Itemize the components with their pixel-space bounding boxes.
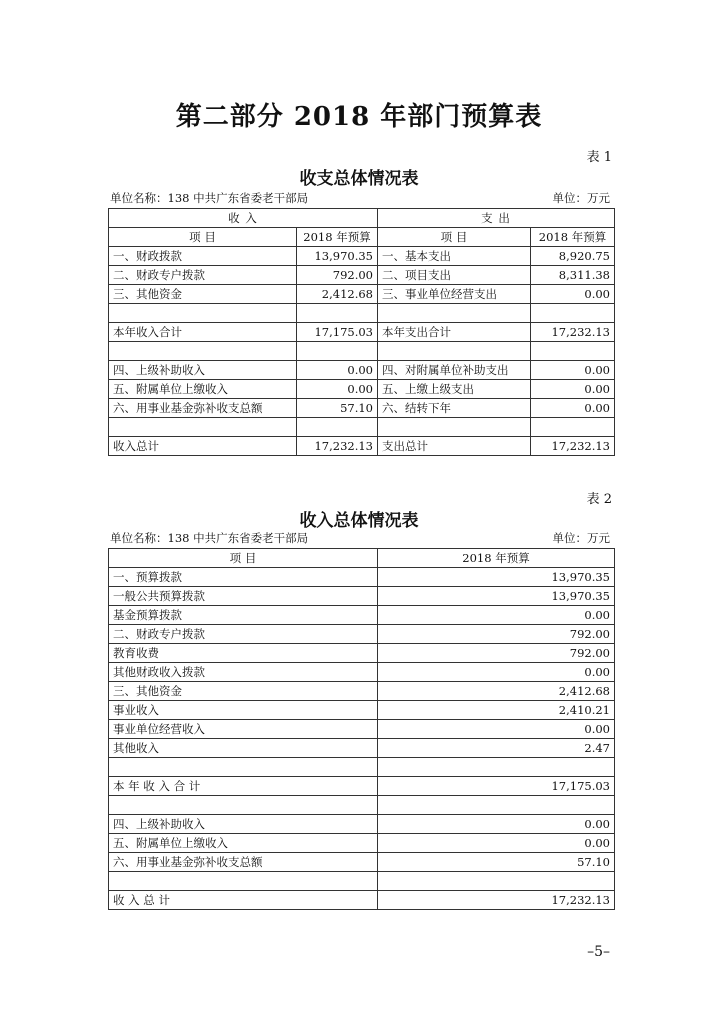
item-cell: 本 年 收 入 合 计 — [109, 777, 378, 796]
item-cell: 五、附属单位上缴收入 — [109, 834, 378, 853]
table-row — [109, 777, 615, 796]
value-cell: 0.00 — [378, 815, 615, 834]
value-cell: 57.10 — [378, 853, 615, 872]
table-row — [109, 380, 615, 399]
table-row — [109, 644, 615, 663]
expense-value-cell: 8,920.75 — [531, 247, 615, 266]
item-cell: 四、上级补助收入 — [109, 815, 378, 834]
table1-title: 收支总体情况表 — [299, 169, 419, 189]
income-item-cell: 三、其他资金 — [109, 285, 297, 304]
value-cell: 17,232.13 — [378, 891, 615, 910]
expense-item-cell: 支出总计 — [378, 437, 531, 456]
expense-value-cell: 0.00 — [531, 380, 615, 399]
income-item-cell — [109, 304, 297, 323]
expense-item-cell: 本年支出合计 — [378, 323, 531, 342]
table-row — [109, 682, 615, 701]
value-cell — [378, 758, 615, 777]
expense-value-cell — [531, 342, 615, 361]
income-value-cell: 17,175.03 — [297, 323, 378, 342]
table-row — [109, 247, 615, 266]
item-cell: 事业单位经营收入 — [109, 720, 378, 739]
table-row — [109, 587, 615, 606]
expense-value-cell: 0.00 — [531, 361, 615, 380]
income-item-cell: 二、财政专户拨款 — [109, 266, 297, 285]
value-cell: 2,412.68 — [378, 682, 615, 701]
table-row — [109, 437, 615, 456]
table-row — [109, 720, 615, 739]
table-row — [109, 815, 615, 834]
value-cell: 13,970.35 — [378, 587, 615, 606]
table-row — [109, 606, 615, 625]
income-item-cell: 收入总计 — [109, 437, 297, 456]
expense-value-cell: 17,232.13 — [531, 437, 615, 456]
expense-header: 支 出 — [378, 209, 615, 228]
table-row — [109, 342, 615, 361]
table-row — [109, 266, 615, 285]
table1-unit-name: 单位名称：138 中共广东省委老干部局 — [110, 191, 309, 205]
expense-value-cell: 0.00 — [531, 399, 615, 418]
expense-item-cell: 二、项目支出 — [378, 266, 531, 285]
income-item-cell: 五、附属单位上缴收入 — [109, 380, 297, 399]
item-cell: 一、预算拨款 — [109, 568, 378, 587]
table-row — [109, 304, 615, 323]
item-cell — [109, 796, 378, 815]
expense-item-cell — [378, 418, 531, 437]
table-row — [109, 663, 615, 682]
table-row — [109, 891, 615, 910]
table-row — [109, 872, 615, 891]
item-cell: 三、其他资金 — [109, 682, 378, 701]
item-cell — [109, 872, 378, 891]
income-expense-table — [108, 208, 615, 456]
value-cell: 792.00 — [378, 625, 615, 644]
table-row — [109, 285, 615, 304]
income-value-cell: 0.00 — [297, 361, 378, 380]
expense-item-cell: 三、事业单位经营支出 — [378, 285, 531, 304]
value-cell — [378, 872, 615, 891]
expense-value-cell: 8,311.38 — [531, 266, 615, 285]
expense-item-cell — [378, 304, 531, 323]
column-header-item: 项 目 — [109, 549, 378, 568]
value-cell — [378, 796, 615, 815]
income-value-cell — [297, 304, 378, 323]
income-item-cell — [109, 418, 297, 437]
value-cell: 792.00 — [378, 644, 615, 663]
income-value-cell: 0.00 — [297, 380, 378, 399]
item-cell — [109, 758, 378, 777]
table-row — [109, 418, 615, 437]
column-header-item: 项 目 — [109, 228, 297, 247]
expense-item-cell — [378, 342, 531, 361]
value-cell: 0.00 — [378, 663, 615, 682]
income-value-cell: 57.10 — [297, 399, 378, 418]
table-row — [109, 796, 615, 815]
expense-value-cell — [531, 418, 615, 437]
table-row — [109, 361, 615, 380]
income-item-cell: 本年收入合计 — [109, 323, 297, 342]
item-cell: 其他财政收入拨款 — [109, 663, 378, 682]
item-cell: 六、用事业基金弥补收支总额 — [109, 853, 378, 872]
table-row — [109, 323, 615, 342]
expense-item-cell: 四、对附属单位补助支出 — [378, 361, 531, 380]
expense-item-cell: 六、结转下年 — [378, 399, 531, 418]
item-cell: 其他收入 — [109, 739, 378, 758]
value-cell: 2.47 — [378, 739, 615, 758]
income-value-cell: 13,970.35 — [297, 247, 378, 266]
expense-value-cell: 17,232.13 — [531, 323, 615, 342]
table1-unit: 单位：万元 — [552, 191, 610, 205]
table-row — [109, 853, 615, 872]
table2-tag: 表 2 — [586, 492, 612, 507]
item-cell: 收 入 总 计 — [109, 891, 378, 910]
expense-value-cell — [531, 304, 615, 323]
income-header: 收 入 — [109, 209, 378, 228]
table-row — [109, 625, 615, 644]
column-header-budget: 2018 年预算 — [297, 228, 378, 247]
item-cell: 基金预算拨款 — [109, 606, 378, 625]
table-row — [109, 701, 615, 720]
value-cell: 13,970.35 — [378, 568, 615, 587]
income-value-cell: 792.00 — [297, 266, 378, 285]
income-value-cell: 17,232.13 — [297, 437, 378, 456]
page-title: 第二部分 2018 年部门预算表 — [175, 102, 543, 132]
value-cell: 0.00 — [378, 720, 615, 739]
page-number: –5– — [587, 944, 610, 960]
item-cell: 教育收费 — [109, 644, 378, 663]
table2-unit-name: 单位名称：138 中共广东省委老干部局 — [110, 531, 309, 545]
income-item-cell — [109, 342, 297, 361]
value-cell: 17,175.03 — [378, 777, 615, 796]
item-cell: 事业收入 — [109, 701, 378, 720]
expense-item-cell: 一、基本支出 — [378, 247, 531, 266]
column-header-budget: 2018 年预算 — [531, 228, 615, 247]
value-cell: 0.00 — [378, 606, 615, 625]
income-item-cell: 一、财政拨款 — [109, 247, 297, 266]
table-row — [109, 834, 615, 853]
income-table — [108, 548, 615, 910]
income-value-cell — [297, 418, 378, 437]
table-row — [109, 758, 615, 777]
expense-value-cell: 0.00 — [531, 285, 615, 304]
income-item-cell: 四、上级补助收入 — [109, 361, 297, 380]
table2-title: 收入总体情况表 — [299, 511, 419, 531]
table2-unit: 单位：万元 — [552, 531, 610, 545]
income-value-cell: 2,412.68 — [297, 285, 378, 304]
item-cell: 二、财政专户拨款 — [109, 625, 378, 644]
table-row — [109, 568, 615, 587]
income-item-cell: 六、用事业基金弥补收支总额 — [109, 399, 297, 418]
item-cell: 一般公共预算拨款 — [109, 587, 378, 606]
table-row — [109, 739, 615, 758]
value-cell: 0.00 — [378, 834, 615, 853]
expense-item-cell: 五、上缴上级支出 — [378, 380, 531, 399]
table1-tag: 表 1 — [586, 150, 612, 165]
value-cell: 2,410.21 — [378, 701, 615, 720]
column-header-item: 项 目 — [378, 228, 531, 247]
column-header-budget: 2018 年预算 — [378, 549, 615, 568]
table-row — [109, 399, 615, 418]
income-value-cell — [297, 342, 378, 361]
